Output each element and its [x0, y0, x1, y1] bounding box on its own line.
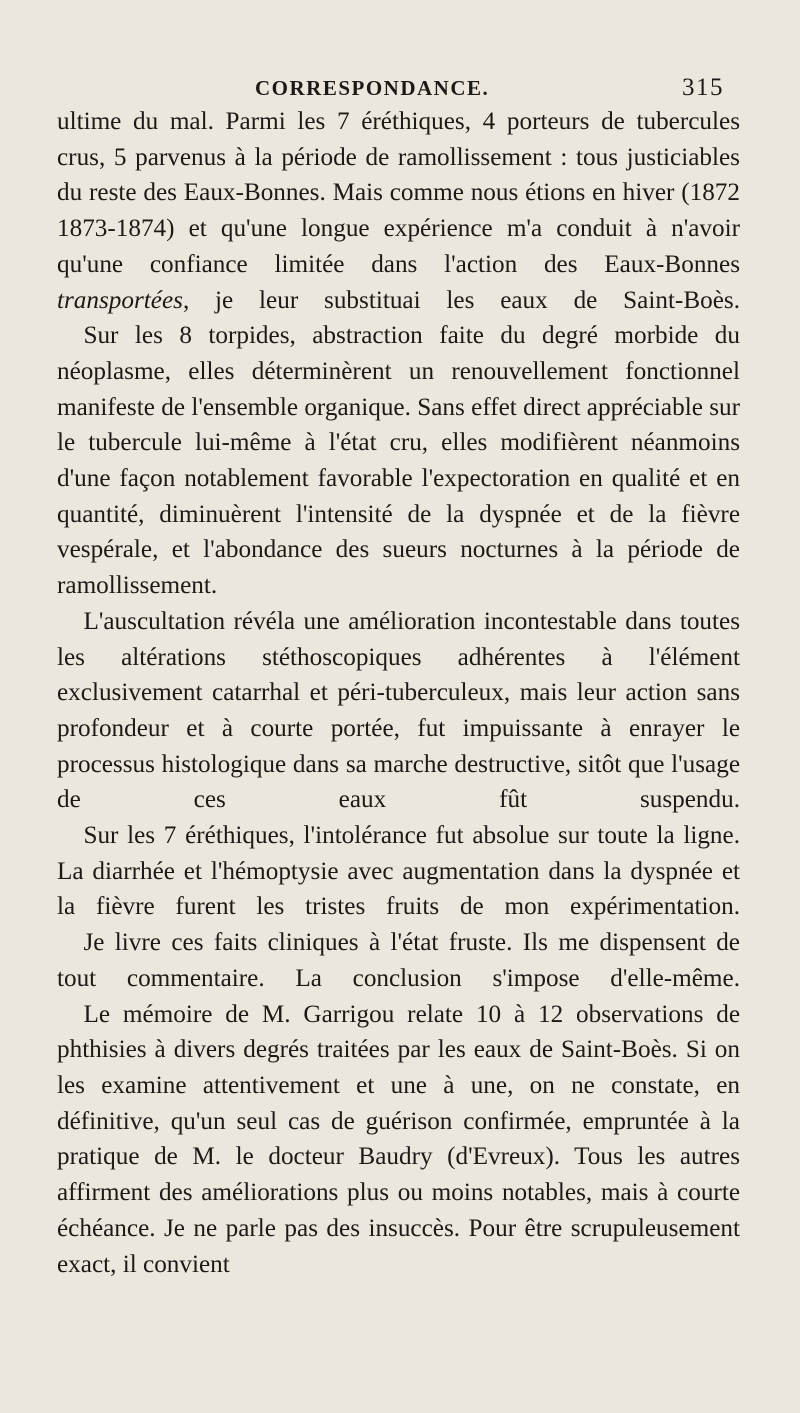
italic-term: transportées: [57, 286, 183, 314]
page-number: 315: [682, 74, 724, 101]
paragraph: L'auscultation révéla une amélioration incontestable dans toutes les altérations stéthoscopiques adhérentes à l'élément exclusivement catarrhal et péri-tuberculeux, mais leur action sans profondeur et à courte portée, fut impuissante à enrayer le processus histologique dans sa marche destructive, sitôt que l'usage de ces eaux fût suspendu.: [57, 607, 740, 814]
paragraph-text: , je leur substituai les eaux de Saint-Boès.: [182, 286, 740, 314]
paragraph: Le mémoire de M. Garrigou relate 10 à 12 observations de phthisies à divers degrés traitées par les eaux de Saint-Boès. Si on les examine attentivement et une à une, on ne constate, en définitive, qu'un seul cas de guérison confirmée, empruntée à la pratique de M. le docteur Baudry (d'Evreux). Tous les autres affirment des améliorations plus ou moins notables, mais à courte échéance. Je ne parle pas des insuccès. Pour être scrupuleusement exact, il convient: [57, 1000, 740, 1278]
paragraph-text: ultime du mal. Parmi les 7 éréthiques, 4 porteurs de tubercules crus, 5 parvenus à la période de ramollissement : tous justiciables du reste des Eaux-Bonnes. Mais comme nous étions en hiver (1872 1873-1874) et qu'une longue expérience m'a conduit à n'avoir qu'une confiance limitée dans l'action des Eaux-Bonnes: [57, 108, 740, 278]
paragraph: [57, 104, 740, 318]
running-title: CORRESPONDANCE.: [255, 76, 490, 100]
paragraph: Je livre ces faits cliniques à l'état fruste. Ils me dispensent de tout commentaire. La conclusion s'impose d'elle-même.: [57, 929, 740, 992]
body-text: [57, 104, 740, 1282]
paragraph: Sur les 7 éréthiques, l'intolérance fut absolue sur toute la ligne. La diarrhée et l'hémoptysie avec augmentation dans la dyspnée et la fièvre furent les tristes fruits de mon expérimentation.: [57, 822, 740, 921]
paragraph: Sur les 8 torpides, abstraction faite du degré morbide du néoplasme, elles déterminèrent un renouvellement fonctionnel manifeste de l'ensemble organique. Sans effet direct appréciable sur le tubercule lui-même à l'état cru, elles modifièrent néanmoins d'une façon notablement favorable l'expectoration en qualité et en quantité, diminuèrent l'intensité de la dyspnée et de la fièvre vespérale, et l'abondance des sueurs nocturnes à la période de ramollissement.: [57, 322, 740, 600]
running-head: [57, 70, 740, 104]
